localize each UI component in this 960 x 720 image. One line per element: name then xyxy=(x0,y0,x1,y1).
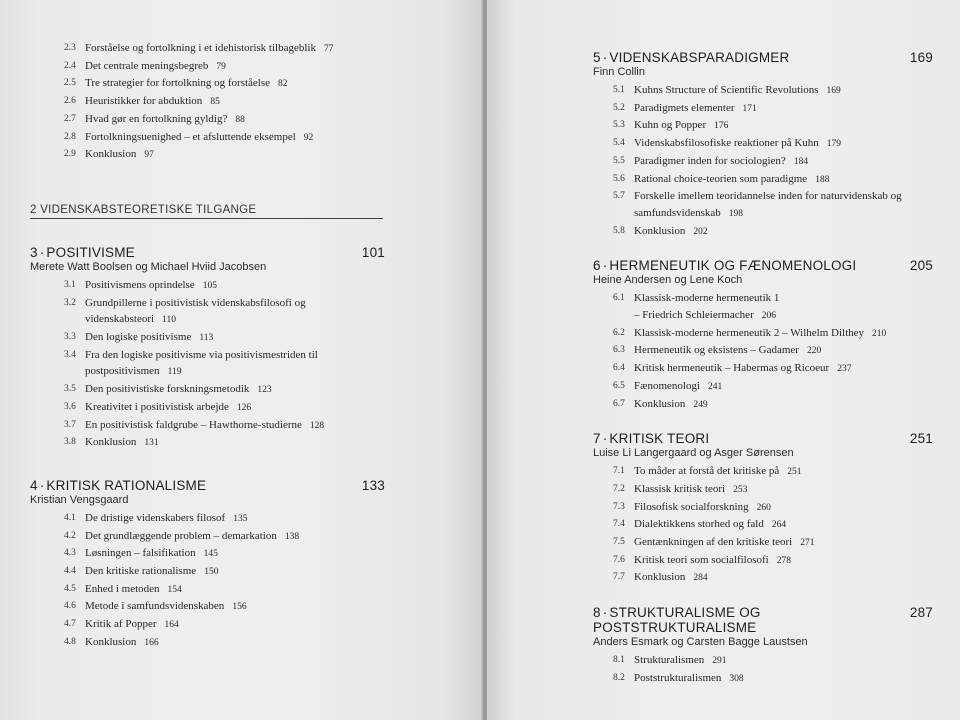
entry-number: 2.5 xyxy=(64,78,76,89)
entry-number: 6.4 xyxy=(613,363,625,374)
entry-title: Konklusion xyxy=(634,571,686,584)
left-page-content xyxy=(30,40,385,652)
toc-entry xyxy=(30,93,385,111)
entry-number: 3.8 xyxy=(64,437,76,448)
entry-number: 6.1 xyxy=(613,293,625,304)
entry-number: 3.2 xyxy=(64,297,76,308)
entry-number: 4.1 xyxy=(64,512,76,523)
entry-number: 6.7 xyxy=(613,398,625,409)
entry-page: 164 xyxy=(164,620,179,631)
entry-page: 253 xyxy=(733,484,748,495)
entry-title: Det centrale meningsbegreb xyxy=(85,59,209,72)
entry-text xyxy=(634,652,933,670)
entry-page: 179 xyxy=(826,139,842,150)
toc-entry xyxy=(30,75,385,93)
toc-entry xyxy=(593,188,933,222)
chapter-separator: · xyxy=(602,431,608,447)
toc-entry xyxy=(593,552,933,570)
entry-title: Rational choice-teorien som paradigme xyxy=(634,172,808,185)
toc-entry xyxy=(593,171,933,189)
entry-text xyxy=(85,129,385,147)
toc-entry xyxy=(30,616,385,634)
entry-text xyxy=(85,347,385,381)
entry-title: Enhed i metoden xyxy=(85,582,160,595)
toc-entry xyxy=(30,329,385,347)
entry-title: Metode i samfundsvidenskaben xyxy=(85,600,225,613)
entry-title: Den logiske positivisme xyxy=(85,331,192,344)
chapter-separator: · xyxy=(602,258,608,274)
entry-page: 249 xyxy=(693,399,708,410)
entry-number: 5.8 xyxy=(613,225,625,236)
entry-number: 2.3 xyxy=(64,43,76,53)
entry-title-continued: postpositivismen 119 xyxy=(85,365,182,378)
entry-number: 7.3 xyxy=(613,501,625,512)
entry-text xyxy=(634,516,933,534)
entry-title: De dristige videnskabers filosof xyxy=(85,511,226,524)
entry-title: Fortolkningsuenighed – et afsluttende eksempel xyxy=(85,130,296,143)
entry-number: 5.3 xyxy=(613,120,625,131)
entry-text xyxy=(85,146,385,164)
chapter-title: HERMENEUTIK OG FÆNOMENOLOGI xyxy=(609,258,857,274)
part-heading: 2 VIDENSKABSTEORETISKE TILGANGE xyxy=(30,204,383,219)
entry-text xyxy=(85,111,385,129)
entry-number: 8.1 xyxy=(613,655,625,666)
entry-page: 88 xyxy=(235,114,245,125)
entry-title: Løsningen – falsifikation xyxy=(85,547,196,560)
entry-text xyxy=(634,135,933,153)
entry-page: 308 xyxy=(729,673,744,684)
toc-entry xyxy=(30,381,385,399)
chapter-heading xyxy=(593,50,933,65)
entry-page: 123 xyxy=(257,385,272,396)
entry-number: 6.2 xyxy=(613,327,625,338)
entry-text xyxy=(634,378,933,396)
entry-number: 3.7 xyxy=(64,419,76,430)
entry-title: Paradigmer inden for sociologien? xyxy=(634,154,786,167)
entry-page: 271 xyxy=(800,538,815,549)
toc-entry xyxy=(593,534,933,552)
entry-text xyxy=(85,329,385,347)
entry-page: 176 xyxy=(714,121,729,132)
entry-text xyxy=(634,188,933,222)
entry-text xyxy=(634,325,933,343)
toc-entry xyxy=(30,417,385,435)
toc-entry xyxy=(30,129,385,147)
toc-entry xyxy=(593,325,933,343)
chapter-authors: Anders Esmark og Carsten Bagge Laustsen xyxy=(593,636,808,649)
entry-page: 138 xyxy=(284,531,300,542)
toc-entry xyxy=(30,295,385,329)
chapter-separator: · xyxy=(602,50,608,65)
chapter-heading xyxy=(593,258,933,273)
entry-number: 5.1 xyxy=(613,85,625,95)
chapter-page: 251 xyxy=(909,431,933,447)
chapter-title: VIDENSKABSPARADIGMER xyxy=(609,50,790,65)
entry-text xyxy=(634,670,933,688)
entry-title: Hvad gør en fortolkning gyldig? xyxy=(85,112,228,125)
entry-title: Paradigmets elementer xyxy=(634,101,735,114)
chapter-separator: · xyxy=(39,477,45,493)
entry-title: Konklusion xyxy=(85,148,137,161)
toc-entry xyxy=(593,223,933,241)
entry-number: 4.3 xyxy=(64,548,76,559)
entry-number: 7.2 xyxy=(613,483,625,494)
toc-entry xyxy=(593,360,933,378)
entry-number: 7.5 xyxy=(613,537,625,548)
entry-page: 92 xyxy=(303,132,314,143)
entry-page: 79 xyxy=(216,61,226,72)
chapter-title-group xyxy=(30,245,135,260)
entry-title: Kritik af Popper xyxy=(85,618,157,631)
entry-title: Videnskabsfilosofiske reaktioner på Kuhn xyxy=(634,137,819,150)
entry-title: En positivistisk faldgrube – Hawthorne-studierne xyxy=(85,418,302,431)
chapter-block xyxy=(30,245,385,452)
toc-entry xyxy=(593,153,933,171)
entry-text xyxy=(85,295,385,329)
chapter-title: KRITISK RATIONALISME xyxy=(46,477,207,493)
entry-page: 210 xyxy=(872,328,887,339)
chapter-number: 5 xyxy=(593,50,601,65)
chapter-number: 6 xyxy=(593,258,601,274)
toc-entry xyxy=(30,528,385,546)
toc-entry xyxy=(593,463,933,481)
toc-entry xyxy=(593,396,933,414)
toc-entry xyxy=(30,399,385,417)
entry-page: 105 xyxy=(202,280,217,291)
toc-entry xyxy=(593,290,933,324)
entry-text xyxy=(634,290,933,324)
entry-page: 198 xyxy=(728,208,744,219)
entry-text xyxy=(85,510,385,528)
entry-page: 171 xyxy=(742,103,757,114)
chapter-authors: Finn Collin xyxy=(593,66,645,78)
entry-page: 291 xyxy=(712,656,727,667)
toc-entry xyxy=(30,111,385,129)
entry-number: 4.4 xyxy=(64,566,76,577)
chapter-authors: Merete Watt Boolsen og Michael Hviid Jacobsen xyxy=(30,260,267,273)
entry-text xyxy=(634,153,933,171)
entry-number: 6.3 xyxy=(613,345,625,356)
chapter-block xyxy=(593,431,933,587)
entry-number: 4.6 xyxy=(64,601,76,612)
entry-text xyxy=(634,360,933,378)
toc-entry xyxy=(593,135,933,153)
chapter-heading xyxy=(30,245,385,260)
entry-number: 2.4 xyxy=(64,60,76,71)
entry-page: 145 xyxy=(203,549,218,560)
entry-number: 3.6 xyxy=(64,401,76,412)
toc-entry xyxy=(593,499,933,517)
entry-title: Den kritiske rationalisme xyxy=(85,565,197,578)
entry-page: 119 xyxy=(167,367,182,378)
entry-title-continued: videnskabsteori 110 xyxy=(85,313,176,326)
entry-text xyxy=(85,417,385,435)
entry-title: Forståelse og fortolkning i et idehistorisk tilbageblik xyxy=(85,42,316,54)
entry-text xyxy=(634,117,933,135)
entry-page: 156 xyxy=(232,602,247,613)
entry-title: Klassisk-moderne hermeneutik 2 – Wilhelm Dilthey xyxy=(634,326,865,339)
chapter-title-group xyxy=(593,431,709,446)
entry-text xyxy=(85,399,385,417)
chapter-number: 8 xyxy=(593,605,601,621)
entry-number: 5.7 xyxy=(613,191,625,202)
entry-number: 5.4 xyxy=(613,138,625,149)
chapter-block xyxy=(30,478,385,652)
toc-entry xyxy=(30,581,385,599)
entry-text xyxy=(85,581,385,599)
chapter-authors: Heine Andersen og Lene Koch xyxy=(593,274,743,287)
entry-page: 128 xyxy=(309,420,325,431)
entry-number: 3.1 xyxy=(64,279,76,290)
chapter-title: STRUKTURALISME OG POSTSTRUKTURALISME xyxy=(593,605,761,636)
entry-number: 5.6 xyxy=(613,173,625,184)
toc-entry xyxy=(593,569,933,587)
entry-number: 3.3 xyxy=(64,332,76,343)
entry-text xyxy=(634,552,933,570)
entry-text xyxy=(634,396,933,414)
chapter-block xyxy=(593,605,933,687)
entry-number: 2.8 xyxy=(64,131,76,142)
entry-page: 202 xyxy=(693,226,708,237)
entry-page: 264 xyxy=(771,520,787,531)
entry-title-continued: – Friedrich Schleiermacher 206 xyxy=(634,309,776,322)
entry-number: 2.9 xyxy=(64,149,76,160)
entry-text xyxy=(634,223,933,241)
toc-entry xyxy=(30,277,385,295)
entry-number: 3.5 xyxy=(64,384,76,395)
entry-text xyxy=(634,171,933,189)
entry-title: Grundpillerne i positivistisk videnskabsfilosofi og xyxy=(85,296,306,309)
chapter-title: POSITIVISME xyxy=(46,244,135,260)
toc-entry xyxy=(593,100,933,118)
entry-number: 2.7 xyxy=(64,113,76,124)
chapter-separator: · xyxy=(602,605,608,621)
entry-page: 220 xyxy=(806,346,822,357)
entry-number: 7.6 xyxy=(613,554,625,565)
entry-page: 184 xyxy=(793,156,809,167)
entry-text xyxy=(85,381,385,399)
toc-entry xyxy=(30,40,385,58)
entry-text xyxy=(634,82,933,100)
entry-text xyxy=(85,93,385,111)
entry-title: Fra den logiske positivisme via positivismestriden til xyxy=(85,348,318,361)
entry-text xyxy=(634,342,933,360)
toc-entry xyxy=(30,598,385,616)
toc-entry xyxy=(593,342,933,360)
entry-page: 126 xyxy=(236,402,252,413)
entry-page: 284 xyxy=(693,573,708,584)
entry-page: 251 xyxy=(787,467,802,478)
toc-entry xyxy=(593,516,933,534)
right-page xyxy=(487,0,960,720)
entry-title-continued: samfundsvidenskab 198 xyxy=(634,206,744,219)
toc-entry xyxy=(593,670,933,688)
chapter-page: 169 xyxy=(909,50,933,65)
entry-text xyxy=(634,463,933,481)
entry-page: 188 xyxy=(815,174,830,185)
entry-page: 97 xyxy=(144,150,154,161)
toc-entry xyxy=(593,117,933,135)
entry-text xyxy=(85,58,385,76)
entry-title: Strukturalismen xyxy=(634,654,705,667)
left-chapters xyxy=(30,245,385,652)
chapter-heading xyxy=(593,431,933,446)
entry-page: 82 xyxy=(278,79,288,90)
toc-entry xyxy=(30,434,385,452)
chapter-separator: · xyxy=(39,244,45,260)
entry-page: 169 xyxy=(826,86,841,96)
entry-title: Filosofisk socialforskning xyxy=(634,500,749,513)
chapter-number: 4 xyxy=(30,477,38,493)
right-chapters xyxy=(593,50,933,688)
entry-title: Konklusion xyxy=(85,436,137,449)
entry-page: 135 xyxy=(233,513,248,524)
entry-page: 278 xyxy=(776,555,791,566)
entry-title: Konklusion xyxy=(634,397,686,410)
entry-text xyxy=(634,481,933,499)
entry-number: 3.4 xyxy=(64,349,76,360)
toc-entry xyxy=(593,82,933,100)
entry-page: 110 xyxy=(162,315,176,326)
entry-page: 77 xyxy=(323,44,334,54)
entry-title: Kuhns Structure of Scientific Revolutions xyxy=(634,84,819,96)
entry-title: Dialektikkens storhed og fald xyxy=(634,518,764,531)
entry-number: 8.2 xyxy=(613,672,625,683)
chapter-authors: Luise Li Langergaard og Asger Sørensen xyxy=(593,447,794,460)
entry-title: Positivismens oprindelse xyxy=(85,278,195,291)
chapter-title-group xyxy=(593,50,789,65)
entry-title: Den positivistiske forskningsmetodik xyxy=(85,383,250,396)
entry-text xyxy=(85,616,385,634)
entry-page: 150 xyxy=(204,567,219,578)
chapter-heading xyxy=(30,478,385,493)
entry-title: Tre strategier for fortolkning og forståelse xyxy=(85,77,271,90)
entry-title: Forskelle imellem teoridannelse inden for naturvidenskab og xyxy=(634,190,902,203)
entry-number: 7.1 xyxy=(613,466,625,477)
toc-entry xyxy=(593,652,933,670)
entry-title: Poststrukturalismen xyxy=(634,671,722,684)
entry-title: Klassisk kritisk teori xyxy=(634,482,726,495)
entry-text xyxy=(634,499,933,517)
entry-text xyxy=(634,569,933,587)
chapter-page: 287 xyxy=(909,605,933,621)
toc-entry xyxy=(30,510,385,528)
chapter-title: KRITISK TEORI xyxy=(609,431,710,447)
toc-entry xyxy=(593,481,933,499)
chapter-page: 205 xyxy=(909,258,933,274)
entry-number: 4.7 xyxy=(64,619,76,630)
entry-text xyxy=(85,563,385,581)
entry-number: 6.5 xyxy=(613,380,625,391)
chapter-block xyxy=(593,50,933,240)
entry-title: Gentænkningen af den kritiske teori xyxy=(634,536,793,549)
entry-text xyxy=(85,40,385,58)
entry-title: Kuhn og Popper xyxy=(634,119,707,132)
entry-number: 4.8 xyxy=(64,636,76,647)
entry-number: 7.7 xyxy=(613,572,625,583)
entry-text xyxy=(85,545,385,563)
entry-text xyxy=(85,528,385,546)
entry-page: 206 xyxy=(761,311,776,322)
toc-entry xyxy=(593,378,933,396)
entry-number: 2.6 xyxy=(64,96,76,107)
chapter-block xyxy=(593,258,933,413)
entry-title: Konklusion xyxy=(634,224,686,237)
chapter-title-group xyxy=(593,605,910,635)
entry-text xyxy=(85,598,385,616)
chapter-number: 3 xyxy=(30,244,38,260)
entry-title: Klassisk-moderne hermeneutik 1 xyxy=(634,292,780,305)
entry-title: To måder at forstå det kritiske på xyxy=(634,465,780,478)
entry-number: 5.2 xyxy=(613,102,625,113)
toc-entry xyxy=(30,634,385,652)
entry-title: Kreativitet i positivistisk arbejde xyxy=(85,400,229,413)
entry-number: 5.5 xyxy=(613,155,625,166)
toc-entry xyxy=(30,563,385,581)
entry-number: 4.5 xyxy=(64,583,76,594)
chapter-heading xyxy=(593,605,933,635)
toc-entry xyxy=(30,347,385,381)
entry-number: 7.4 xyxy=(613,519,625,530)
entry-title: Fænomenologi xyxy=(634,379,701,392)
toc-entry xyxy=(30,545,385,563)
entry-text xyxy=(85,75,385,93)
chapter-page: 101 xyxy=(361,244,385,260)
entry-title: Hermeneutik og eksistens – Gadamer xyxy=(634,344,799,357)
entry-page: 237 xyxy=(837,364,852,375)
toc-entry xyxy=(30,146,385,164)
entry-text xyxy=(85,434,385,452)
entry-page: 113 xyxy=(199,333,214,344)
chapter-number: 7 xyxy=(593,431,601,447)
entry-page: 241 xyxy=(708,381,723,392)
entry-page: 260 xyxy=(756,502,771,513)
chapter-page: 133 xyxy=(361,477,385,493)
chapter-title-group xyxy=(593,258,856,273)
entry-page: 154 xyxy=(167,584,182,595)
entry-text xyxy=(85,634,385,652)
entry-text xyxy=(85,277,385,295)
chapter-title-group xyxy=(30,478,206,493)
entry-page: 85 xyxy=(210,97,220,108)
right-page-content xyxy=(593,50,933,688)
top-entries xyxy=(30,40,385,164)
entry-page: 131 xyxy=(144,438,159,449)
entry-title: Heuristikker for abduktion xyxy=(85,95,203,108)
entry-page: 166 xyxy=(144,637,159,648)
entry-text xyxy=(634,100,933,118)
toc-entry xyxy=(30,58,385,76)
entry-title: Kritisk hermeneutik – Habermas og Ricoeur xyxy=(634,362,830,375)
entry-title: Det grundlæggende problem – demarkation xyxy=(85,529,277,542)
entry-text xyxy=(634,534,933,552)
entry-number: 4.2 xyxy=(64,530,76,541)
entry-title: Konklusion xyxy=(85,635,137,648)
entry-title: Kritisk teori som socialfilosofi xyxy=(634,553,769,566)
chapter-authors: Kristian Vengsgaard xyxy=(30,493,129,506)
